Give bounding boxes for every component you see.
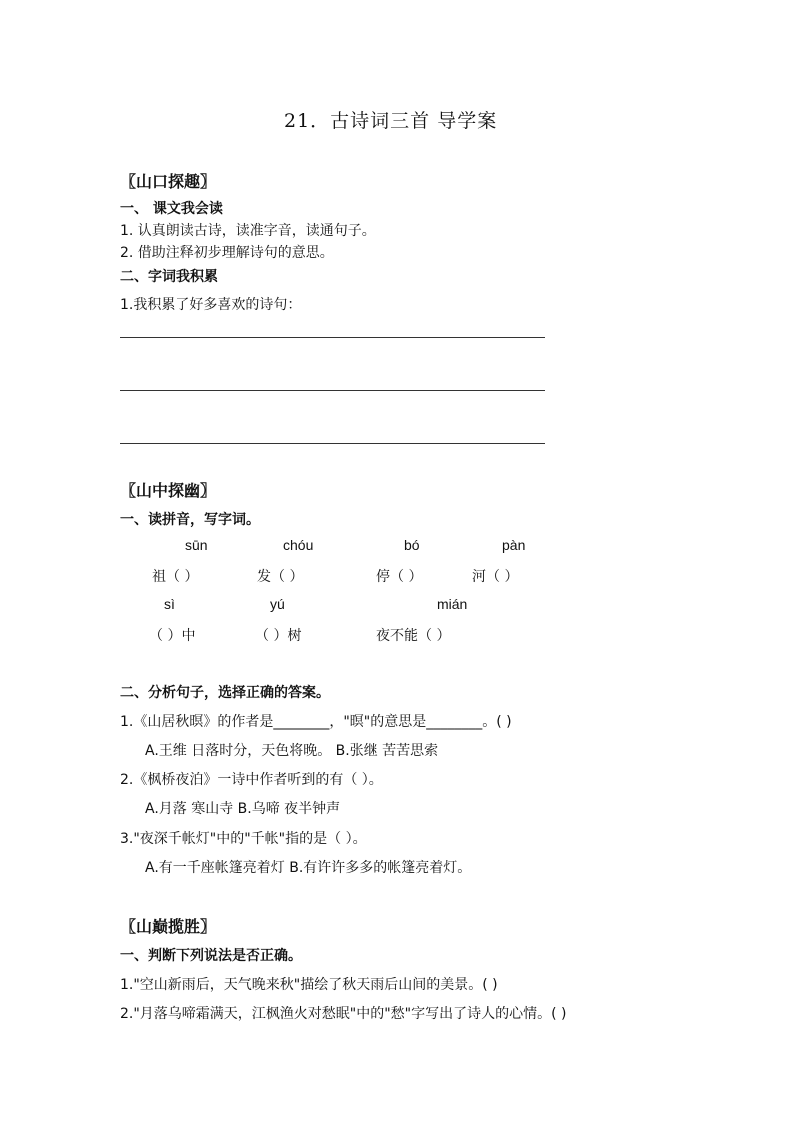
answer-options: A.王维 日落时分，天色将晚。 B.张继 苦苦思索: [145, 743, 439, 759]
pinyin-label: chóu: [283, 537, 314, 553]
question-item: 1.《山居秋暝》的作者是________，"暝"的意思是________。( ): [120, 714, 512, 730]
section-heading-shandian: 〖山巅揽胜〗: [120, 917, 217, 936]
page-title: 21．古诗词三首 导学案: [284, 110, 498, 132]
question-item: 2."月落乌啼霜满天，江枫渔火对愁眠"中的"愁"字写出了诗人的心情。( ): [120, 1006, 567, 1022]
pinyin-label: yú: [270, 596, 285, 612]
pinyin-label: sūn: [185, 537, 208, 553]
list-item: 1. 认真朗读古诗，读准字音，读通句子。: [120, 223, 376, 239]
part-heading-read-text: 一、 课文我会读: [120, 201, 223, 217]
part-heading-pinyin: 一、读拼音，写字词。: [120, 512, 260, 528]
pinyin-label: sì: [164, 596, 175, 612]
pinyin-label: mián: [437, 596, 468, 612]
section-heading-shanzhong: 〖山中探幽〗: [120, 481, 217, 500]
char-blank[interactable]: （ ）树: [255, 628, 302, 644]
pinyin-label: bó: [404, 537, 420, 553]
char-blank[interactable]: 祖（ ）: [152, 569, 199, 585]
question-item: 2.《枫桥夜泊》一诗中作者听到的有（ ）。: [120, 772, 383, 788]
char-blank[interactable]: （ ）中: [149, 628, 196, 644]
answer-options: A.有一千座帐篷亮着灯 B.有许许多多的帐篷亮着灯。: [145, 860, 472, 876]
part-heading-analyze: 二、分析句子，选择正确的答案。: [120, 685, 330, 701]
list-item: 2. 借助注释初步理解诗句的意思。: [120, 245, 334, 261]
answer-line[interactable]: [120, 443, 545, 444]
section-heading-shankou: 〖山口探趣〗: [120, 172, 217, 191]
answer-line[interactable]: [120, 337, 545, 338]
list-item: 1.我积累了好多喜欢的诗句：: [120, 297, 302, 313]
part-heading-judge: 一、判断下列说法是否正确。: [120, 948, 302, 964]
part-heading-vocab: 二、字词我积累: [120, 269, 218, 285]
answer-options: A.月落 寒山寺 B.乌啼 夜半钟声: [145, 801, 341, 817]
pinyin-label: pàn: [502, 537, 526, 553]
answer-line[interactable]: [120, 390, 545, 391]
question-item: 1."空山新雨后，天气晚来秋"描绘了秋天雨后山间的美景。( ): [120, 977, 498, 993]
char-blank[interactable]: 夜不能（ ）: [376, 628, 451, 644]
char-blank[interactable]: 停（ ）: [376, 569, 423, 585]
char-blank[interactable]: 发（ ）: [257, 569, 304, 585]
question-item: 3."夜深千帐灯"中的"千帐"指的是（ ）。: [120, 831, 367, 847]
char-blank[interactable]: 河（ ）: [472, 569, 519, 585]
